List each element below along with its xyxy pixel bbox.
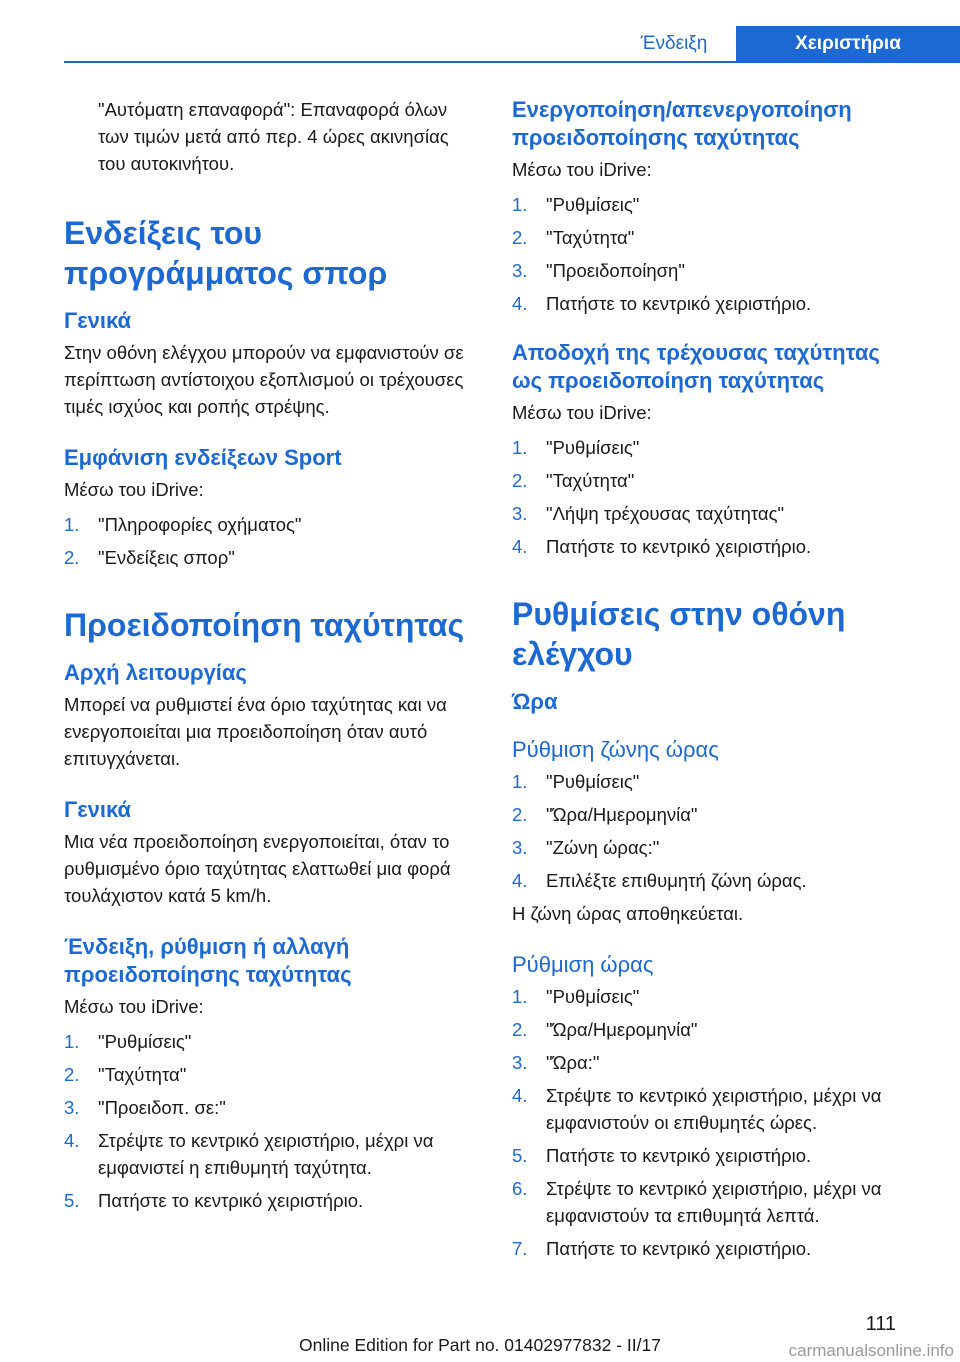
display-set-steps	[64, 1028, 476, 1214]
accept-heading: Αποδοχή της τρέχουσας ταχύτητας ως προειδοποίηση ταχύτητας	[512, 340, 880, 393]
step-number: 4.	[512, 293, 528, 314]
step-number: 1.	[512, 986, 528, 1007]
list-item	[64, 1061, 476, 1088]
step-text: Στρέψτε το κεντρικό χειριστήριο, μέχρι να εμφανιστεί η επιθυμητή ταχύτητα.	[98, 1130, 434, 1178]
step-text: "Ταχύτητα"	[98, 1064, 187, 1085]
step-text: Στρέψτε το κεντρικό χειριστήριο, μέχρι να εμφανιστούν οι επιθυμητές ώρες.	[546, 1085, 882, 1133]
activate-heading: Ενεργοποίηση/απενεργοποίηση προειδοποίησης ταχύτητας	[512, 97, 852, 150]
list-item	[64, 1094, 476, 1121]
principle-text: Μπορεί να ρυθμιστεί ένα όριο ταχύτητας και να ενεργοποιείται μια προειδοποίηση όταν αυτό επιτυγχάνεται.	[64, 694, 447, 769]
list-item	[512, 768, 904, 795]
step-text: "Ρυθμίσεις"	[98, 1031, 192, 1052]
step-number: 4.	[512, 870, 528, 891]
general-heading-2: Γενικά	[64, 797, 132, 822]
step-number: 3.	[512, 260, 528, 281]
list-item	[512, 467, 904, 494]
step-number: 2.	[512, 227, 528, 248]
step-number: 5.	[512, 1145, 528, 1166]
step-number: 4.	[512, 1085, 528, 1106]
tab-controls[interactable]: Χειριστήρια	[736, 26, 960, 62]
step-number: 3.	[512, 837, 528, 858]
step-number: 4.	[512, 536, 528, 557]
list-item	[64, 511, 476, 538]
list-item	[512, 983, 904, 1010]
step-text: "Ενδείξεις σπορ"	[98, 547, 235, 568]
step-text: Πατήστε το κεντρικό χειριστήριο.	[546, 1238, 812, 1259]
display-set-via: Μέσω του iDrive:	[64, 996, 204, 1017]
step-text: "Ταχύτητα"	[546, 227, 635, 248]
step-text: Επιλέξτε επιθυμητή ζώνη ώρας.	[546, 870, 807, 891]
list-item	[64, 1187, 476, 1214]
timezone-saved-note: Η ζώνη ώρας αποθηκεύεται.	[512, 903, 744, 924]
list-item	[512, 500, 904, 527]
step-text: "Ζώνη ώρας:"	[546, 837, 660, 858]
step-number: 6.	[512, 1178, 528, 1199]
step-number: 2.	[512, 804, 528, 825]
list-item	[512, 1049, 904, 1076]
list-item	[512, 1175, 904, 1229]
step-number: 1.	[512, 771, 528, 792]
step-number: 1.	[512, 437, 528, 458]
intro-paragraph: "Αυτόματη επαναφορά": Επαναφορά όλων των τιμών μετά από περ. 4 ώρες ακινησίας του αυτοκινήτου.	[98, 99, 449, 174]
step-text: "Ώρα:"	[546, 1052, 600, 1073]
list-item	[64, 1127, 476, 1181]
accept-via: Μέσω του iDrive:	[512, 402, 652, 423]
step-text: "Ρυθμίσεις"	[546, 771, 640, 792]
step-text: "Πληροφορίες οχήματος"	[98, 514, 302, 535]
step-text: "Ρυθμίσεις"	[546, 437, 640, 458]
settime-heading: Ρύθμιση ώρας	[512, 952, 654, 977]
list-item	[512, 1082, 904, 1136]
sport-displays-title: Ενδείξεις του προγράμματος σπορ	[64, 215, 388, 291]
accept-steps	[512, 434, 904, 560]
timezone-steps	[512, 768, 904, 894]
step-text: Πατήστε το κεντρικό χειριστήριο.	[98, 1190, 364, 1211]
list-item	[512, 224, 904, 251]
speed-warning-title: Προειδοποίηση ταχύτητας	[64, 607, 465, 643]
step-number: 4.	[64, 1130, 80, 1151]
step-number: 2.	[512, 1019, 528, 1040]
general-heading: Γενικά	[64, 308, 132, 333]
step-text: "Προειδοποίηση"	[546, 260, 685, 281]
step-text: Πατήστε το κεντρικό χειριστήριο.	[546, 1145, 812, 1166]
principle-heading: Αρχή λειτουργίας	[64, 660, 247, 685]
list-item	[512, 1235, 904, 1262]
tab-display[interactable]: Ένδειξη	[640, 33, 708, 54]
sport-display-via: Μέσω του iDrive:	[64, 479, 204, 500]
list-item	[512, 1016, 904, 1043]
step-number: 7.	[512, 1238, 528, 1259]
activate-via: Μέσω του iDrive:	[512, 159, 652, 180]
list-item	[512, 434, 904, 461]
step-number: 2.	[64, 1064, 80, 1085]
settings-title: Ρυθμίσεις στην οθόνη ελέγχου	[512, 596, 846, 672]
list-item	[512, 867, 904, 894]
list-item	[512, 834, 904, 861]
step-text: "Ταχύτητα"	[546, 470, 635, 491]
list-item	[512, 1142, 904, 1169]
left-column	[64, 96, 476, 1220]
step-text: Πατήστε το κεντρικό χειριστήριο.	[546, 293, 812, 314]
step-text: "Ρυθμίσεις"	[546, 986, 640, 1007]
step-text: "Ρυθμίσεις"	[546, 194, 640, 215]
page-number: 111	[865, 1313, 896, 1335]
step-number: 1.	[512, 194, 528, 215]
list-item	[64, 544, 476, 571]
list-item	[512, 533, 904, 560]
step-number: 2.	[64, 547, 80, 568]
list-item	[512, 191, 904, 218]
step-text: Στρέψτε το κεντρικό χειριστήριο, μέχρι να εμφανιστούν τα επιθυμητά λεπτά.	[546, 1178, 882, 1226]
step-text: Πατήστε το κεντρικό χειριστήριο.	[546, 536, 812, 557]
step-text: "Λήψη τρέχουσας ταχύτητας"	[546, 503, 785, 524]
step-text: "Προειδοπ. σε:"	[98, 1097, 226, 1118]
header-divider	[64, 61, 960, 63]
step-text: "Ώρα/Ημερομηνία"	[546, 804, 698, 825]
page-header	[0, 0, 960, 63]
edition-footer: Online Edition for Part no. 01402977832 - II/17	[299, 1335, 661, 1355]
list-item	[512, 257, 904, 284]
activate-steps	[512, 191, 904, 317]
general-text-2: Μια νέα προειδοποίηση ενεργοποιείται, όταν το ρυθμισμένο όριο ταχύτητας ελαττωθεί μια φορά τουλάχιστον κατά 5 km/h.	[64, 831, 451, 906]
step-number: 3.	[64, 1097, 80, 1118]
list-item	[512, 290, 904, 317]
step-number: 5.	[64, 1190, 80, 1211]
step-number: 2.	[512, 470, 528, 491]
sport-display-steps	[64, 511, 476, 571]
right-column	[512, 96, 904, 1268]
watermark: carmanualsonline.info	[788, 1341, 954, 1360]
step-text: "Ώρα/Ημερομηνία"	[546, 1019, 698, 1040]
display-set-heading: Ένδειξη, ρύθμιση ή αλλαγή προειδοποίησης ταχύτητας	[64, 934, 352, 987]
timezone-heading: Ρύθμιση ζώνης ώρας	[512, 737, 719, 762]
sport-display-heading: Εμφάνιση ενδείξεων Sport	[64, 445, 342, 470]
list-item	[64, 1028, 476, 1055]
settime-steps	[512, 983, 904, 1262]
step-number: 3.	[512, 503, 528, 524]
step-number: 3.	[512, 1052, 528, 1073]
list-item	[512, 801, 904, 828]
time-heading: Ώρα	[512, 689, 558, 714]
step-number: 1.	[64, 1031, 80, 1052]
step-number: 1.	[64, 514, 80, 535]
general-text: Στην οθόνη ελέγχου μπορούν να εμφανιστούν σε περίπτωση αντίστοιχου εξοπλισμού οι τρέχουσες τιμές ισχύος και ροπής στρέψης.	[64, 342, 464, 417]
